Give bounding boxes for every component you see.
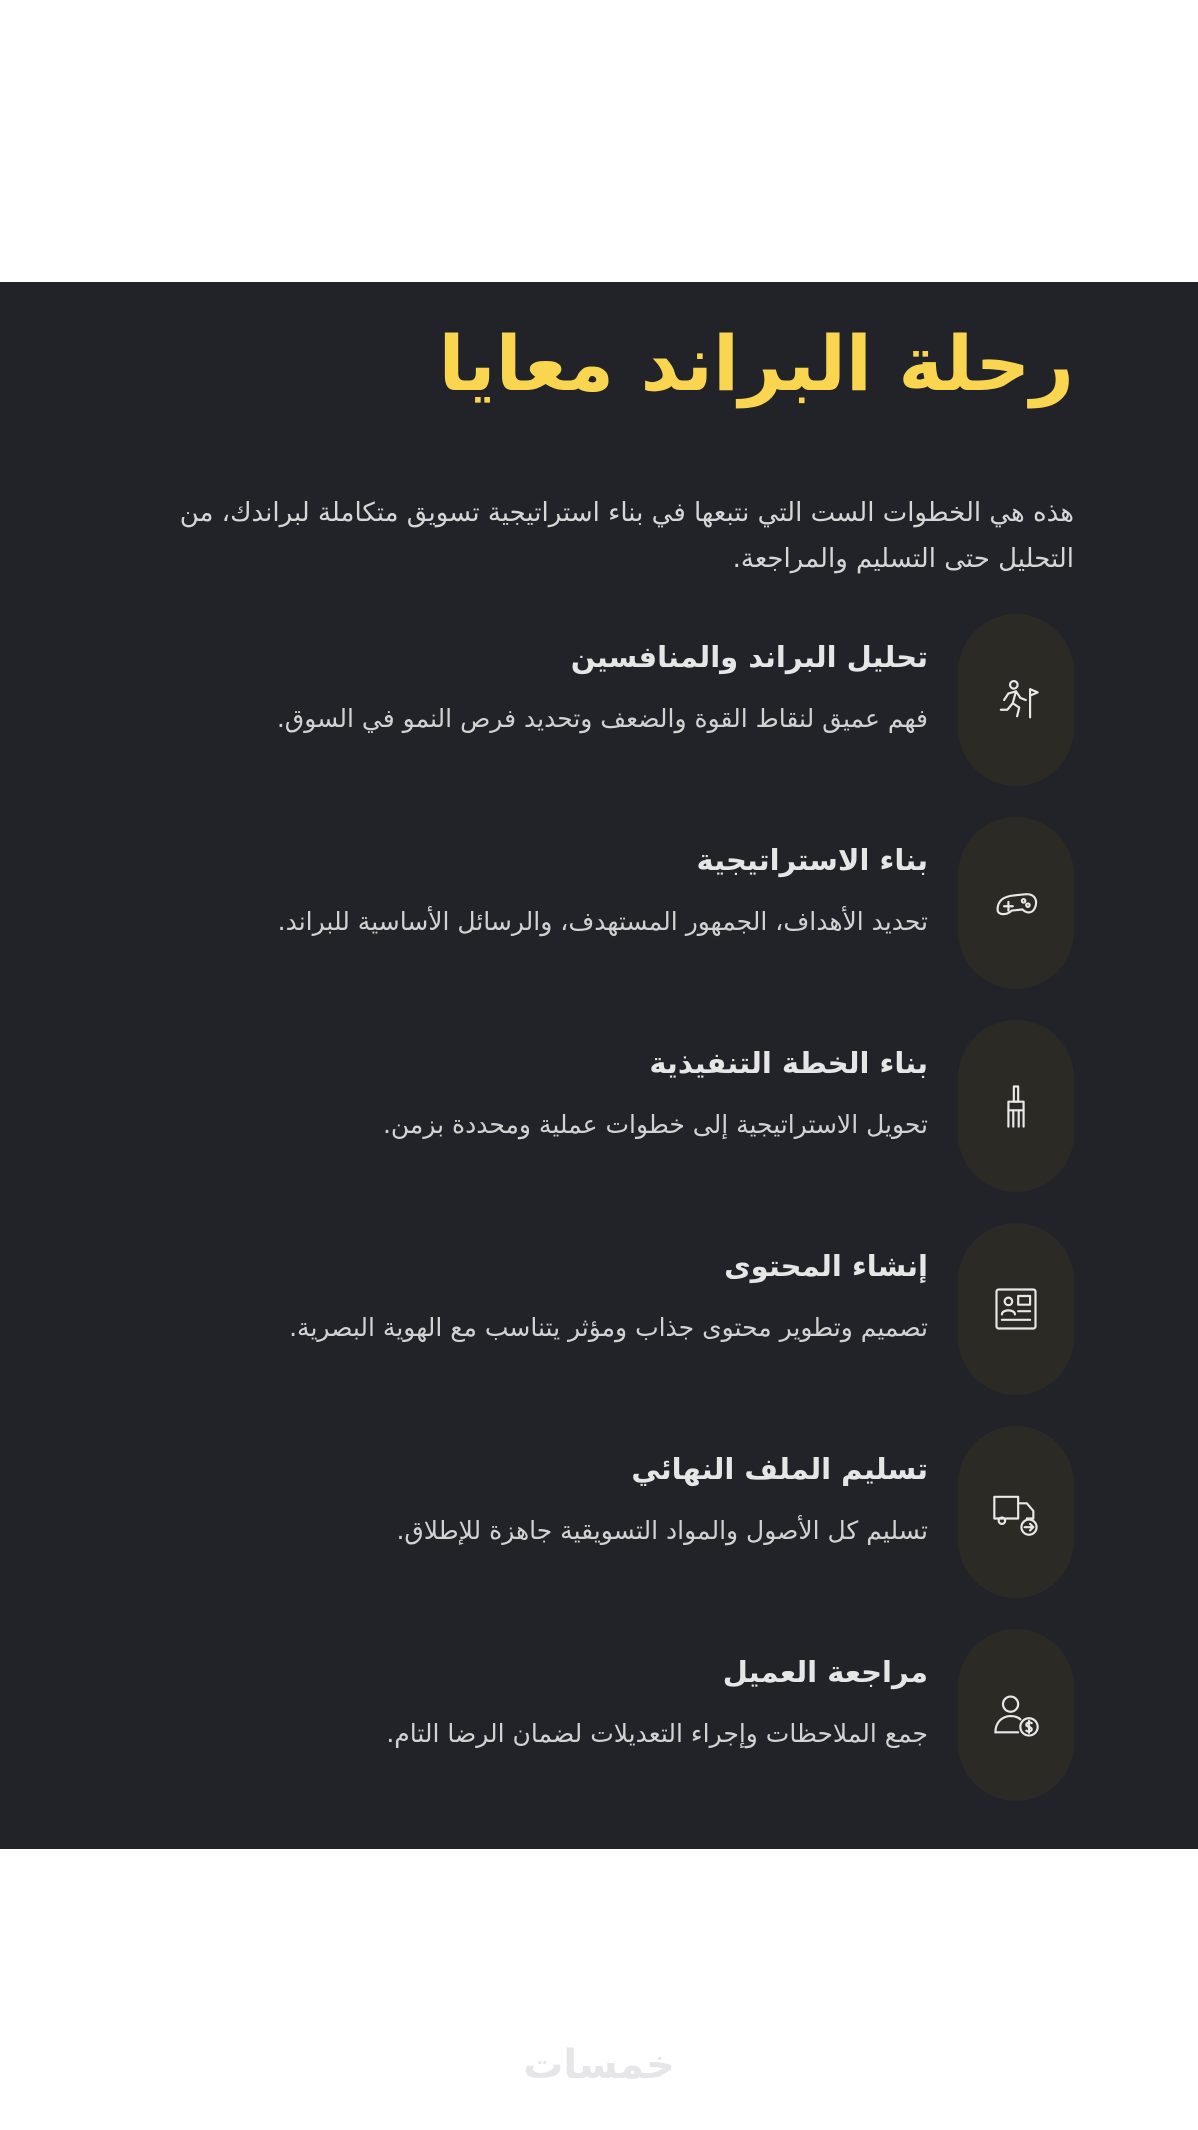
step-item [114, 1223, 1074, 1426]
brand-journey-section [0, 282, 1198, 1849]
step-icon-container [958, 1629, 1074, 1801]
step-description: تصميم وتطوير محتوى جذاب ومؤثر يتناسب مع الهوية البصرية. [289, 1313, 928, 1342]
step-item [114, 1426, 1074, 1629]
step-title: تحليل البراند والمنافسين [570, 640, 928, 674]
step-description: تحويل الاستراتيجية إلى خطوات عملية ومحددة بزمن. [382, 1110, 928, 1139]
step-icon-container [958, 1426, 1074, 1598]
brush-icon [990, 1080, 1042, 1132]
content-card-icon [990, 1283, 1042, 1335]
gamepad-icon [990, 877, 1042, 929]
step-item [114, 1020, 1074, 1223]
step-title: مراجعة العميل [722, 1655, 928, 1689]
delivery-truck-icon [990, 1486, 1042, 1538]
step-icon-container [958, 1020, 1074, 1192]
user-dollar-icon [990, 1689, 1042, 1741]
step-title: بناء الخطة التنفيذية [649, 1046, 928, 1080]
step-icon-container [958, 1223, 1074, 1395]
step-item [114, 1629, 1074, 1832]
footer-logo: خمسات [523, 2042, 675, 2088]
step-description: جمع الملاحظات وإجراء التعديلات لضمان الرضا التام. [386, 1719, 928, 1748]
step-icon-container [958, 614, 1074, 786]
step-description: تسليم كل الأصول والمواد التسويقية جاهزة للإطلاق. [396, 1516, 928, 1545]
step-description: تحديد الأهداف، الجمهور المستهدف، والرسائل الأساسية للبراند. [277, 907, 928, 936]
step-title: إنشاء المحتوى [724, 1249, 928, 1283]
step-icon-container [958, 817, 1074, 989]
section-title: رحلة البراند معايا [438, 319, 1074, 408]
step-title: بناء الاستراتيجية [696, 843, 928, 877]
step-item [114, 614, 1074, 817]
runner-flag-icon [990, 674, 1042, 726]
steps-list [114, 614, 1074, 1832]
step-item [114, 817, 1074, 1020]
section-intro: هذه هي الخطوات الست التي نتبعها في بناء استراتيجية تسويق متكاملة لبراندك، من التحليل حتى التسليم والمراجعة. [179, 498, 1074, 574]
step-description: فهم عميق لنقاط القوة والضعف وتحديد فرص النمو في السوق. [276, 704, 928, 733]
step-title: تسليم الملف النهائي [631, 1452, 928, 1486]
